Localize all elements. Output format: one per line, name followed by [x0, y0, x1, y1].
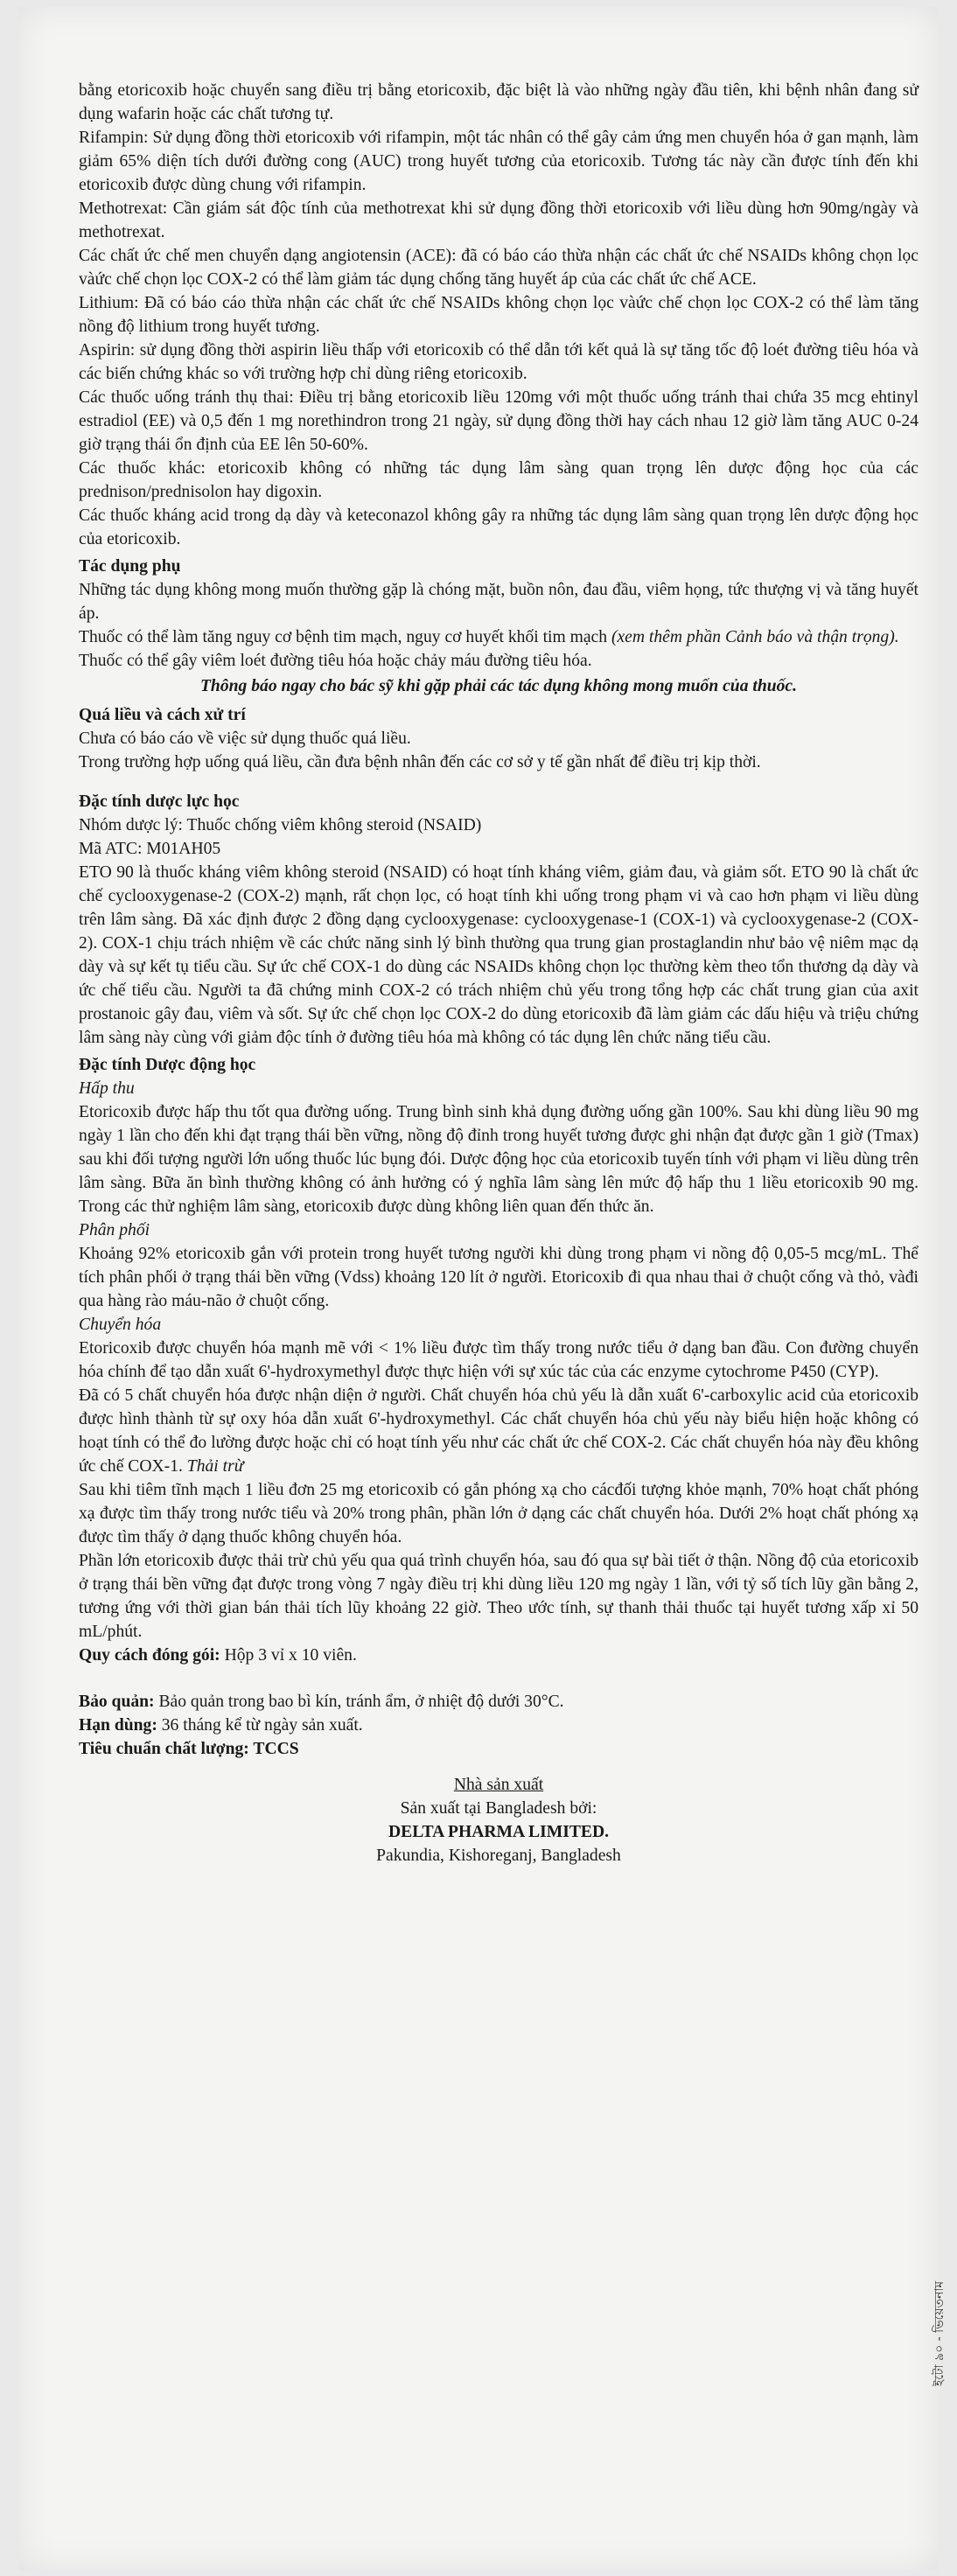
storage-label: Bảo quản: — [79, 1693, 155, 1711]
pharmacokinetics-heading: Đặc tính Dược động học — [79, 1056, 256, 1074]
edge-stamp: ইটো ৯০ - ভিয়েতনাম — [933, 2280, 947, 2386]
interaction-methotrexat: Methotrexat: Cần giám sát độc tính của methotrexat khi sử dụng đồng thời etoricoxib với liều dùng hơn 90mg/ngày và methotrexat. — [79, 199, 919, 241]
shelf-life-value: 36 tháng kể từ ngày sản xuất. — [157, 1716, 363, 1735]
metabolism-heading: Chuyển hóa — [79, 1316, 162, 1334]
pharmacodynamics-body: ETO 90 là thuốc kháng viêm không steroid (NSAID) có hoạt tính kháng viêm, giảm đau, và giảm sốt. ETO 90 là chất ức chế cyclooxygenase-2 (COX-2) mạnh, rất chọn lọc, có hoạt tính khi uống trong phạm vi và cao hơn phạm vi liều dùng trên lâm sàng. Đã xác định được 2 đồng dạng cyclooxygenase: cyclooxygenase-1 (COX-1) và cyclooxygenase-2 (COX-2). COX-1 chịu trách nhiệm về các chức năng sinh lý bình thường qua trung gian prostaglandin như bảo vệ niêm mạc dạ dày và sự kết tụ tiểu cầu. Sự ức chế COX-1 do dùng các NSAIDs không chọn lọc thường kèm theo tổn thương dạ dày và ức chế tiểu cầu. Người ta đã chứng minh COX-2 có trách nhiệm chủ yếu trong tổng hợp các chất trung gian của axit prostanoic gây đau, viêm và sốt. Sự ức chế chọn lọc COX-2 do dùng etoricoxib đã làm giảm các dấu hiệu và triệu chứng lâm sàng này cùng với giảm độc tính ở đường tiêu hóa mà không có tác dụng lên chức năng tiểu cầu. — [79, 863, 919, 1047]
packaging-label: Quy cách đóng gói: — [79, 1646, 220, 1665]
side-effects-cardio-ref: (xem thêm phần Cảnh báo và thận trọng). — [611, 628, 899, 646]
manufacturer-address: Pakundia, Kishoreganj, Bangladesh — [376, 1846, 621, 1865]
side-effects-heading: Tác dụng phụ — [79, 557, 181, 576]
interaction-ace: Các chất ức chế men chuyển dạng angiotensin (ACE): đã có báo cáo thừa nhận các chất ức chế NSAIDs không chọn lọc vàức chế chọn lọc COX-2 có thể làm giảm tác dụng chống tăng huyết áp của các chất ức chế ACE. — [79, 247, 919, 289]
manufacturer-line: Sản xuất tại Bangladesh bởi: — [400, 1799, 597, 1818]
pharmacodynamics-heading: Đặc tính dược lực học — [79, 792, 240, 811]
leaflet-content — [79, 79, 919, 1867]
elimination-body-1: Sau khi tiêm tĩnh mạch 1 liều đơn 25 mg etoricoxib có gắn phóng xạ cho cácđối tượng khỏe mạnh, 70% hoạt chất phóng xạ được tìm thấy trong nước tiểu và 20% trong phân, phần lớn ở dạng các chất chuyển hóa. Dưới 2% hoạt chất phóng xạ được tìm thấy ở dạng thuốc không chuyển hóa. — [79, 1481, 919, 1546]
absorption-body: Etoricoxib được hấp thu tốt qua đường uống. Trung bình sinh khả dụng đường uống gần 100%. Sau khi dùng liều 90 mg ngày 1 lần cho đến khi đạt trạng thái bền vững, nồng độ đỉnh trong huyết tương được ghi nhận đạt được gần 1 giờ (Tmax) sau khi đối tượng người lớn uống thuốc lúc bụng đói. Dược động học của etoricoxib tuyến tính với phạm vi liều dùng trên lâm sàng. Bữa ăn bình thường không có ảnh hưởng có ý nghĩa lâm sàng lên mức độ hấp thu 1 liều etoricoxib 90 mg. Trong các thử nghiệm lâm sàng, etoricoxib được dùng không liên quan đến thức ăn. — [79, 1103, 919, 1216]
distribution-heading: Phân phối — [79, 1221, 150, 1239]
quality-standard — [79, 1737, 919, 1761]
shelf-life-label: Hạn dùng: — [79, 1716, 157, 1735]
side-effects-gi: Thuốc có thể gây viêm loét đường tiêu hóa hoặc chảy máu đường tiêu hóa. — [79, 652, 592, 670]
distribution-body: Khoảng 92% etoricoxib gắn với protein trong huyết tương người khi dùng trong phạm vi nồng độ 0,05-5 mcg/mL. Thể tích phân phối ở trạng thái bền vững (Vdss) khoảng 120 lít ở người. Etoricoxib đi qua nhau thai ở chuột cống và thỏ, vàđi qua hàng rào máu-não ở chuột cống. — [79, 1245, 919, 1310]
absorption-heading: Hấp thu — [79, 1079, 135, 1098]
side-effects-warning: Thông báo ngay cho bác sỹ khi gặp phải các tác dụng không mong muốn của thuốc. — [199, 677, 798, 695]
packaging-value: Hộp 3 vỉ x 10 viên. — [220, 1646, 357, 1665]
metabolism-body-2 — [79, 1384, 919, 1478]
quality-standard-label: Tiêu chuẩn chất lượng: — [79, 1740, 249, 1758]
side-effects-common: Những tác dụng không mong muốn thường gặp là chóng mặt, buồn nôn, đau đầu, viêm họng, tức thượng vị và tăng huyết áp. — [79, 581, 919, 623]
interaction-aspirin: Aspirin: sử dụng đồng thời aspirin liều thấp với etoricoxib có thể dẫn tới kết quả là sự tăng tốc độ loét đường tiêu hóa và các biến chứng khác so với trường hợp chỉ dùng riêng etoricoxib. — [79, 341, 919, 383]
overdose-action: Trong trường hợp uống quá liều, cần đưa bệnh nhân đến các cơ sở y tế gần nhất để điều trị kịp thời. — [79, 753, 761, 771]
overdose-none: Chưa có báo cáo về việc sử dụng thuốc quá liều. — [79, 730, 411, 748]
storage — [79, 1690, 919, 1714]
shelf-life — [79, 1714, 919, 1737]
metabolism-body-2-text: Đã có 5 chất chuyển hóa được nhận diện ở người. Chất chuyển hóa chủ yếu là dẫn xuất 6'-carboxylic acid của etoricoxib được hình thành từ sự oxy hóa dẫn xuất 6'-hydroxymethyl. Các chất chuyển hóa chủ yếu này biểu hiện hoặc không có hoạt tính có thể đo lường được hoặc chỉ có hoạt tính yếu như các chất ức chế COX-2. Các chất chuyển hóa này đều không ức chế COX-1. — [79, 1386, 919, 1476]
interaction-lithium: Lithium: Đã có báo cáo thừa nhận các chất ức chế NSAIDs không chọn lọc vàức chế chọn lọc COX-2 có thể làm tăng nồng độ lithium trong huyết tương. — [79, 294, 919, 336]
elimination-heading: Thải trừ — [186, 1457, 244, 1476]
manufacturer-title: Nhà sản xuất — [453, 1776, 544, 1794]
overdose-heading: Quá liều và cách xử trí — [79, 706, 246, 724]
side-effects-cardio — [79, 625, 919, 649]
packaging — [79, 1644, 919, 1667]
manufacturer-company: DELTA PHARMA LIMITED. — [388, 1823, 610, 1841]
interaction-contraceptive: Các thuốc uống tránh thụ thai: Điều trị bằng etoricoxib liều 120mg với một thuốc uống tránh thai chứa 35 mcg ehtinyl estradiol (EE) và 0,5 đến 1 mg norethindron trong 21 ngày, sử dụng đồng thời hay cách nhau 12 giờ làm tăng AUC 0-24 giờ trạng thái ổn định của EE lên 50-60%. — [79, 388, 919, 454]
pharmacodynamics-group: Nhóm dược lý: Thuốc chống viêm không steroid (NSAID) — [79, 816, 482, 834]
interaction-rifampin: Rifampin: Sử dụng đồng thời etoricoxib với rifampin, một tác nhân có thể gây cảm ứng men chuyển hóa ở gan mạnh, làm giảm 65% diện tích dưới đường cong (AUC) trong huyết tương của etoricoxib. Tương tác này cần được tính đến khi etoricoxib được dùng chung với rifampin. — [79, 129, 919, 194]
metabolism-body-1: Etoricoxib được chuyển hóa mạnh mẽ với < 1% liều được tìm thấy trong nước tiểu ở dạng ban đầu. Con đường chuyển hóa chính để tạo dẫn xuất 6'-hydroxymethyl được thực hiện với sự xúc tác của các enzyme cytochrome P450 (CYP). — [79, 1339, 919, 1381]
quality-standard-value: TCCS — [248, 1740, 299, 1758]
pharmacodynamics-atc: Mã ATC: M01AH05 — [79, 840, 221, 858]
interaction-antacid: Các thuốc kháng acid trong dạ dày và keteconazol không gây ra những tác dụng lâm sàng quan trọng lên dược động học của etoricoxib. — [79, 506, 919, 548]
interaction-warfarin: bằng etoricoxib hoặc chuyển sang điều trị bằng etoricoxib, đặc biệt là vào những ngày đầu tiên, khi bệnh nhân đang sử dụng wafarin hoặc các chất tương tự. — [79, 81, 919, 123]
side-effects-cardio-text: Thuốc có thể làm tăng nguy cơ bệnh tim mạch, nguy cơ huyết khối tim mạch — [79, 628, 611, 646]
storage-value: Bảo quản trong bao bì kín, tránh ẩm, ở nhiệt độ dưới 30°C. — [154, 1693, 564, 1711]
interaction-other: Các thuốc khác: etoricoxib không có những tác dụng lâm sàng quan trọng lên dược động học của các prednison/prednisolon hay digoxin. — [79, 459, 919, 501]
leaflet-sheet — [19, 7, 947, 2570]
elimination-body-2: Phần lớn etoricoxib được thải trừ chủ yếu qua quá trình chuyển hóa, sau đó qua sự bài tiết ở thận. Nồng độ của etoricoxib ở trạng thái bền vững đạt được trong vòng 7 ngày điều trị khi dùng liều 120 mg ngày 1 lần, với tỷ số tích lũy gần bằng 2, tương ứng với thời gian bán thải tích lũy khoảng 22 giờ. Theo ước tính, sự thanh thải thuốc tại huyết tương xấp xỉ 50 mL/phút. — [79, 1552, 919, 1641]
